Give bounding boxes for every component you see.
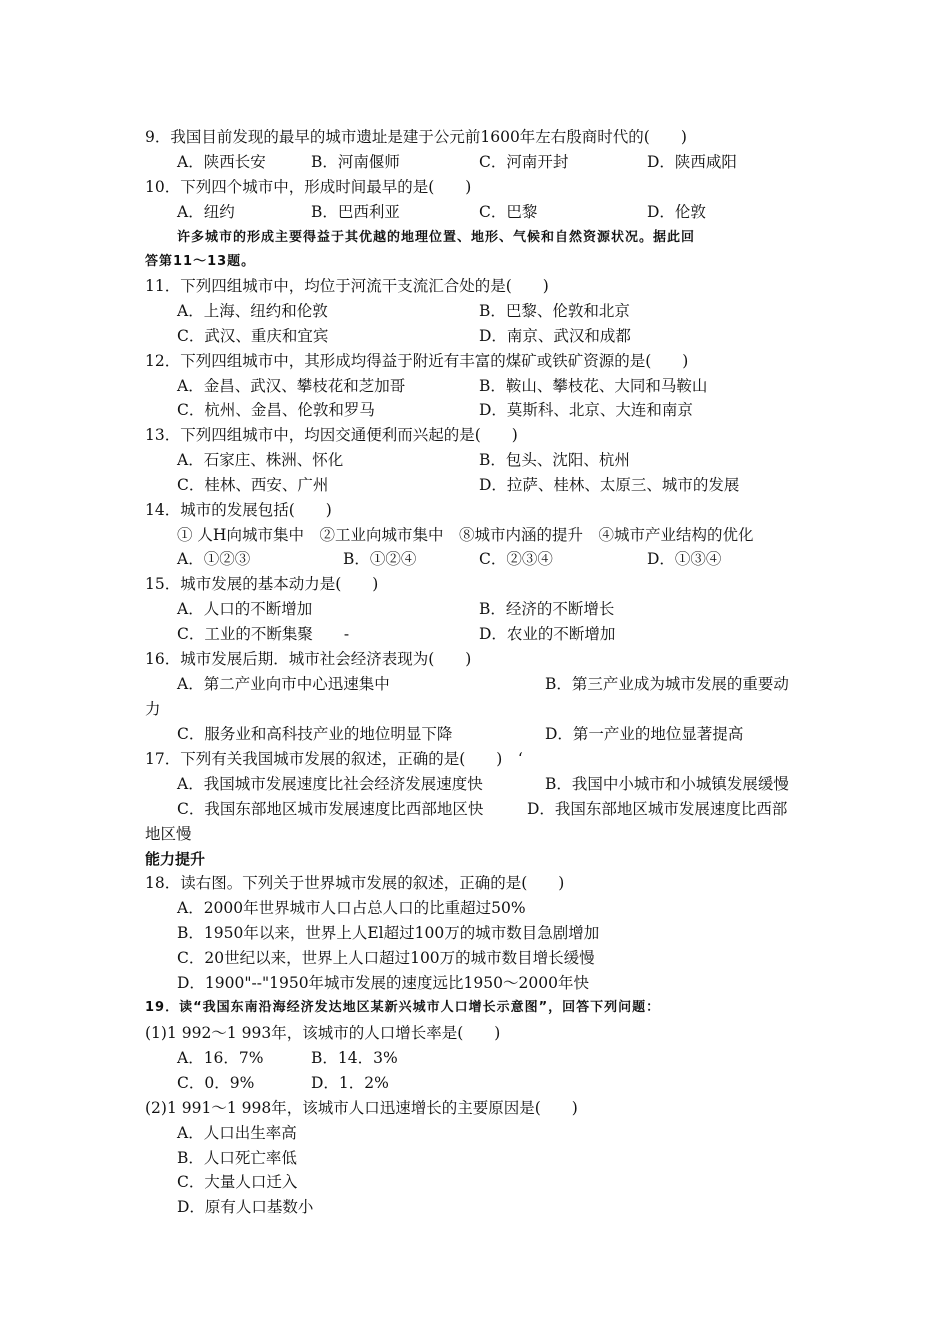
question-11-option-d: D．南京、武汉和成都 (479, 327, 631, 345)
question-17-option-d: D．我国东部地区城市发展速度比西部 (527, 800, 788, 818)
question-16-stem: 16．城市发展后期．城市社会经济表现为( ) (145, 650, 472, 668)
question-14-option-d: D．①③④ (647, 550, 722, 568)
question-12-stem: 12．下列四组城市中，其形成均得益于附近有丰富的煤矿或铁矿资源的是( ) (145, 352, 689, 370)
question-16-option-d: D．第一产业的地位显著提高 (545, 725, 744, 743)
question-14-option-b: B．①②④ (343, 550, 417, 568)
question-9-option-c: C．河南开封 (479, 153, 569, 171)
question-14-items: ① 人H向城市集中 ②工业向城市集中 ⑧城市内涵的提升 ④城市产业结构的优化 (177, 526, 754, 544)
question-18-option-d: D．1900"--"1950年城市发展的速度远比1950～2000年快 (177, 974, 589, 992)
question-9-option-d: D．陕西咸阳 (647, 153, 737, 171)
intro-11-13-line2: 答第11～13题。 (145, 254, 256, 269)
question-19-part1-option-c: C．0．9% (177, 1074, 255, 1092)
question-19-stem: 19．读“我国东南沿海经济发达地区某新兴城市人口增长示意图”，回答下列问题： (145, 1000, 661, 1015)
question-19-part2-option-c: C．大量人口迁入 (177, 1173, 298, 1191)
question-13-option-b: B．包头、沈阳、杭州 (479, 451, 630, 469)
question-13-option-a: A．石家庄、株洲、怀化 (177, 451, 344, 469)
question-19-part2-option-d: D．原有人口基数小 (177, 1198, 314, 1216)
question-19-part1-stem: (1)1 992～1 993年，该城市的人口增长率是( ) (145, 1024, 501, 1042)
question-19-part1-option-b: B．14．3% (311, 1049, 398, 1067)
question-19-part1-option-d: D．1．2% (311, 1074, 389, 1092)
question-15-option-d: D．农业的不断增加 (479, 625, 616, 643)
question-17-option-c: C．我国东部地区城市发展速度比西部地区快 (177, 800, 484, 818)
question-10-option-d: D．伦敦 (647, 203, 706, 221)
question-12-option-b: B．鞍山、攀枝花、大同和马鞍山 (479, 377, 708, 395)
question-9-option-b: B．河南偃师 (311, 153, 400, 171)
question-13-option-d: D．拉萨、桂林、太原三、城市的发展 (479, 476, 740, 494)
question-17-option-b: B．我国中小城市和小城镇发展缓慢 (545, 775, 789, 793)
question-19-part2-option-b: B．人口死亡率低 (177, 1149, 297, 1167)
section-title: 能力提升 (145, 850, 206, 868)
question-15-option-b: B．经济的不断增长 (479, 600, 615, 618)
question-13-option-c: C．桂林、西安、广州 (177, 476, 329, 494)
question-18-option-c: C．20世纪以来，世界上人口超过100万的城市数目增长缓慢 (177, 949, 595, 967)
question-16-option-b: B．第三产业成为城市发展的重要动 (545, 675, 789, 693)
question-14-option-c: C．②③④ (479, 550, 553, 568)
question-16-option-c: C．服务业和高科技产业的地位明显下降 (177, 725, 453, 743)
question-18-option-b: B．1950年以来，世界上人El超过100万的城市数目急剧增加 (177, 924, 600, 942)
question-11-stem: 11．下列四组城市中，均位于河流干支流汇合处的是( ) (145, 277, 549, 295)
question-16-option-b-wrap: 力 (145, 700, 161, 718)
question-18-option-a: A．2000年世界城市人口占总人口的比重超过50% (177, 899, 526, 917)
question-14-stem: 14．城市的发展包括( ) (145, 501, 332, 519)
question-15-option-c: C．工业的不断集聚 - (177, 625, 350, 643)
intro-11-13-line1: 许多城市的形成主要得益于其优越的地理位置、地形、气候和自然资源状况。据此回 (177, 230, 696, 245)
question-10-stem: 10．下列四个城市中，形成时间最早的是( ) (145, 178, 472, 196)
question-17-option-a: A．我国城市发展速度比社会经济发展速度快 (177, 775, 483, 793)
question-15-stem: 15．城市发展的基本动力是( ) (145, 575, 379, 593)
question-16-option-a: A．第二产业向市中心迅速集中 (177, 675, 390, 693)
question-18-stem: 18．读右图。下列关于世界城市发展的叙述，正确的是( ) (145, 874, 565, 892)
question-11-option-b: B．巴黎、伦敦和北京 (479, 302, 630, 320)
question-11-option-c: C．武汉、重庆和宜宾 (177, 327, 329, 345)
question-14-option-a: A．①②③ (177, 550, 251, 568)
question-9-stem: 9．我国目前发现的最早的城市遗址是建于公元前1600年左右殷商时代的( ) (145, 128, 687, 146)
question-15-option-a: A．人口的不断增加 (177, 600, 313, 618)
question-17-stem: 17．下列有关我国城市发展的叙述，正确的是( ) ‘ (145, 750, 523, 768)
question-17-option-d-wrap: 地区慢 (145, 825, 192, 843)
question-12-option-d: D．莫斯科、北京、大连和南京 (479, 401, 693, 419)
question-10-option-a: A．纽约 (177, 203, 235, 221)
question-19-part2-stem: (2)1 991～1 998年，该城市人口迅速增长的主要原因是( ) (145, 1099, 578, 1117)
question-12-option-a: A．金昌、武汉、攀枝花和芝加哥 (177, 377, 406, 395)
question-10-option-b: B．巴西利亚 (311, 203, 400, 221)
question-19-part2-option-a: A．人口出生率高 (177, 1124, 297, 1142)
question-12-option-c: C．杭州、金昌、伦敦和罗马 (177, 401, 375, 419)
question-11-option-a: A．上海、纽约和伦敦 (177, 302, 328, 320)
question-13-stem: 13．下列四组城市中，均因交通便利而兴起的是( ) (145, 426, 518, 444)
question-10-option-c: C．巴黎 (479, 203, 538, 221)
question-9-option-a: A．陕西长安 (177, 153, 266, 171)
question-19-part1-option-a: A．16．7% (177, 1049, 264, 1067)
